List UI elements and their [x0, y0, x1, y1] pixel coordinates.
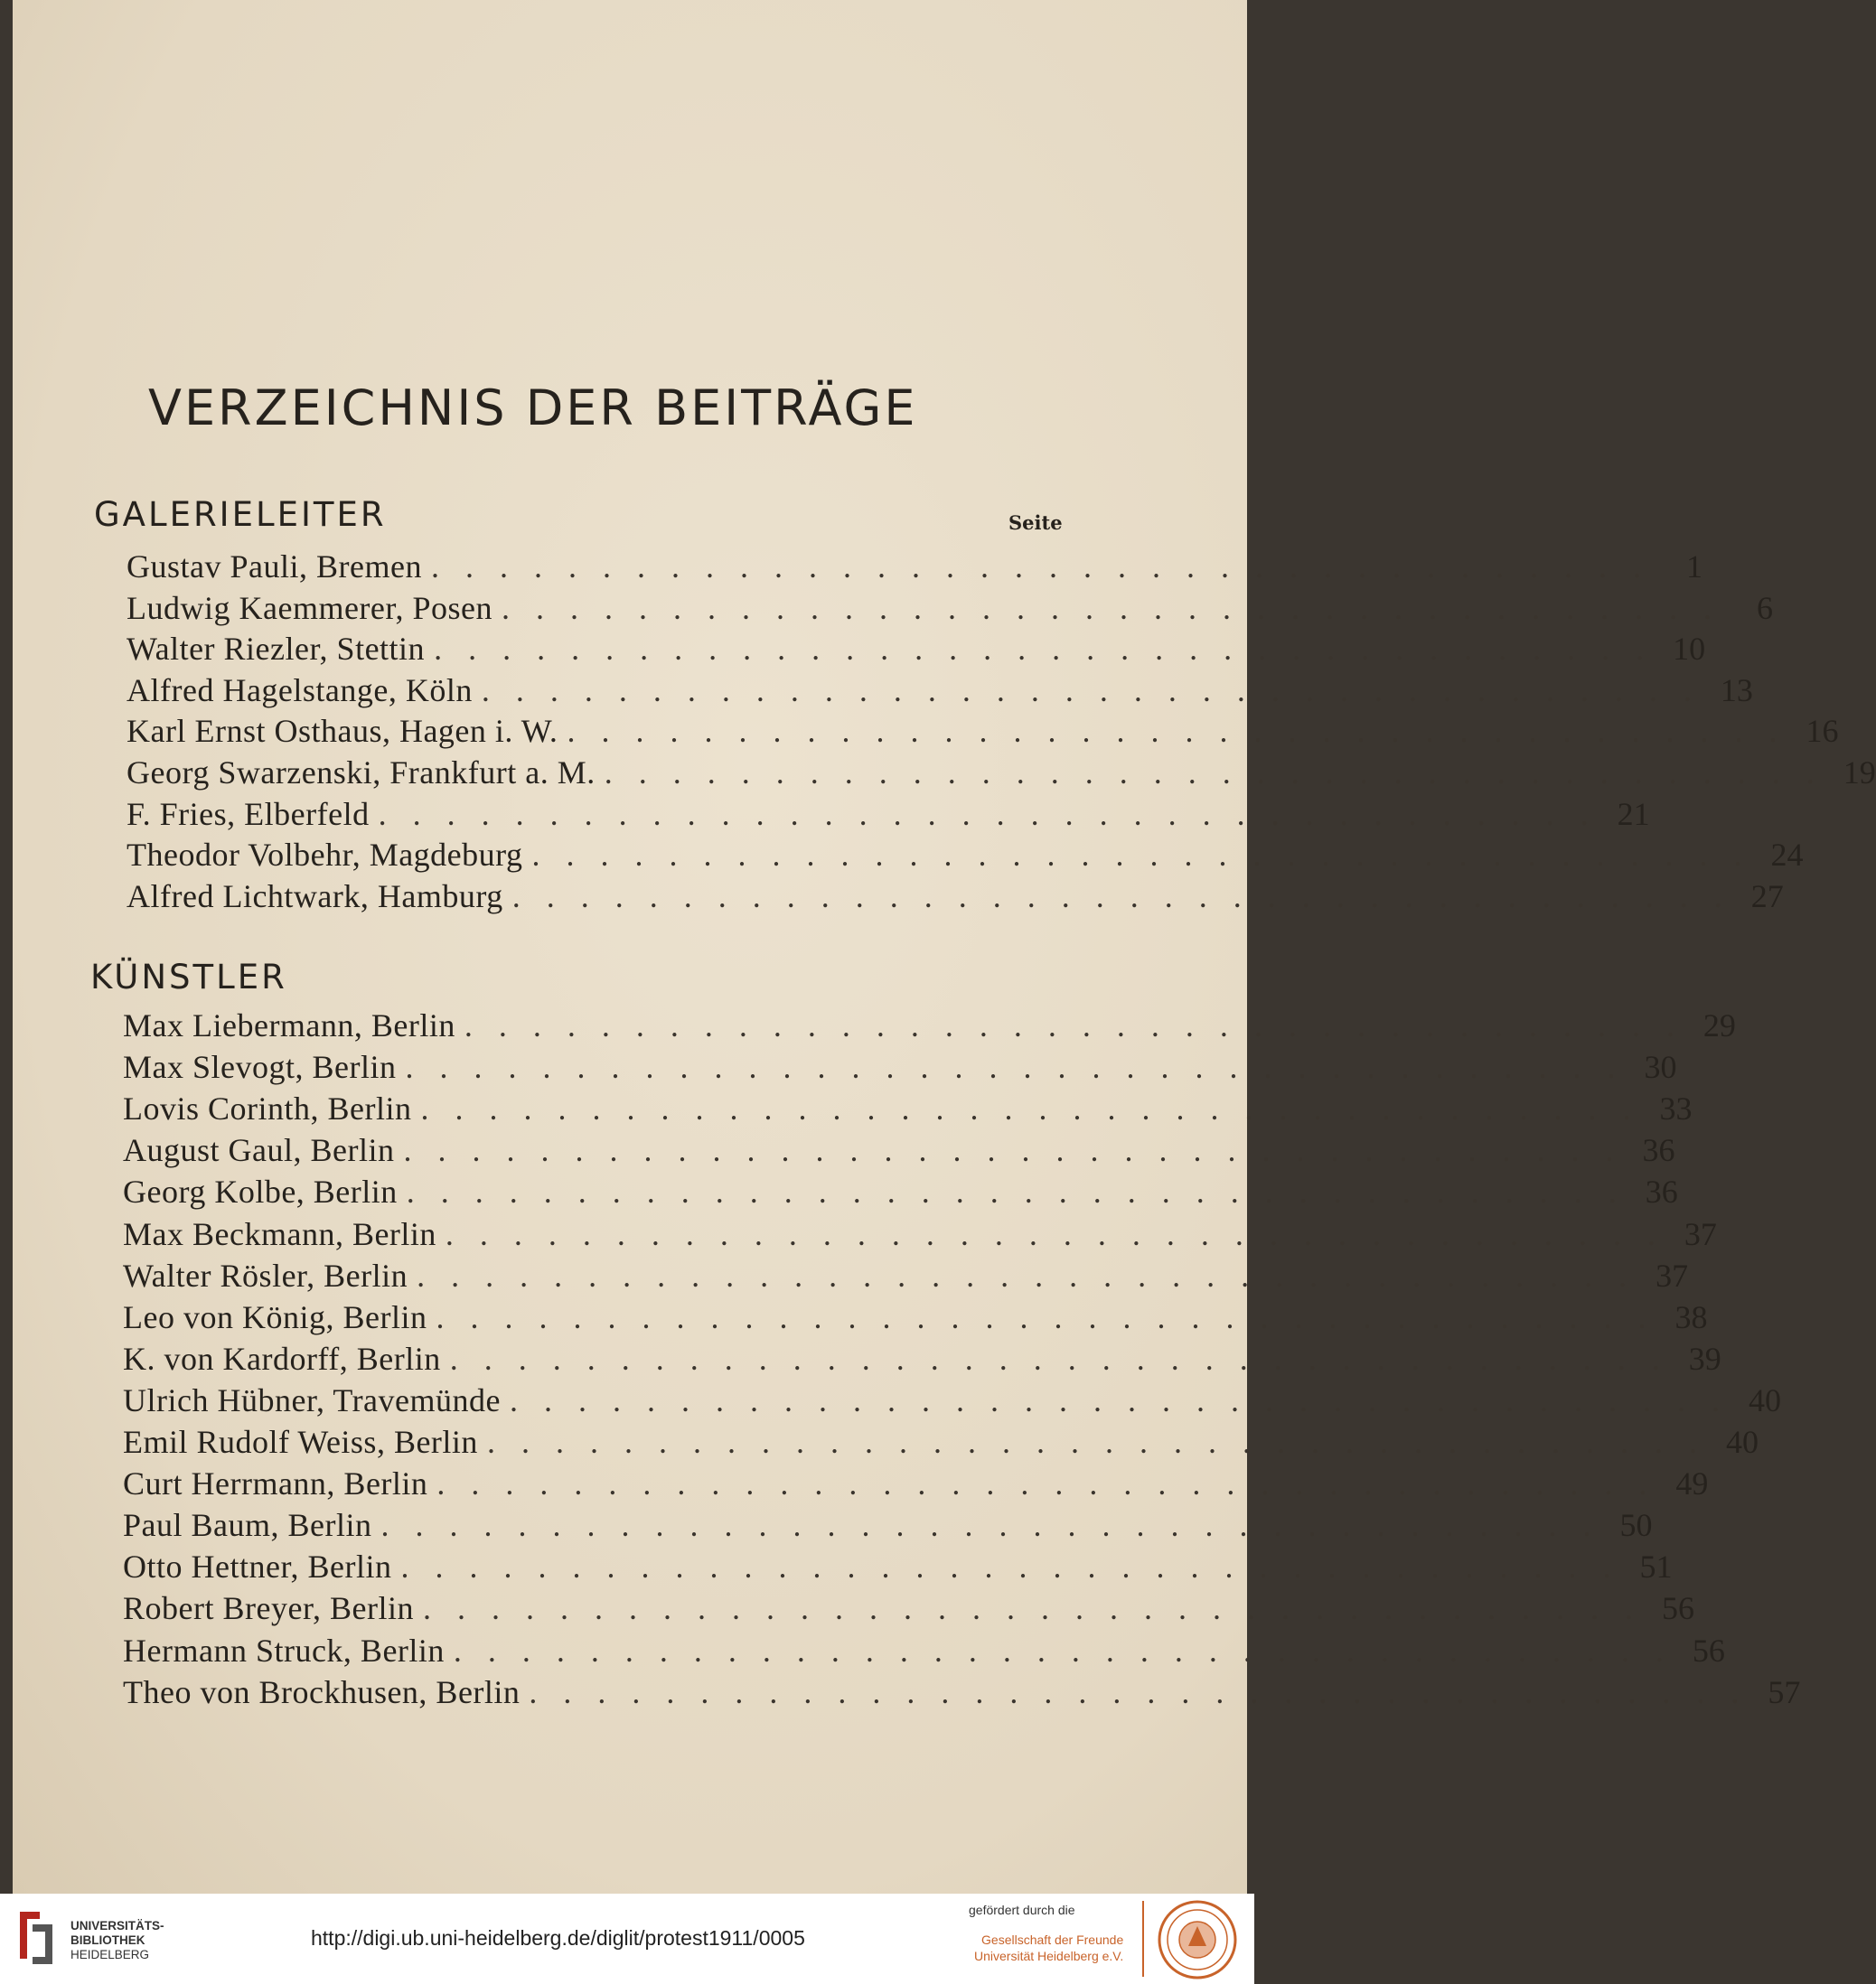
- library-name-line3: HEIDELBERG: [70, 1948, 150, 1961]
- toc-entry-name: Ulrich Hübner, Travemünde: [123, 1381, 501, 1418]
- toc-entry-page: 13: [1720, 671, 1753, 708]
- toc-entry-name: Emil Rudolf Weiss, Berlin: [123, 1424, 478, 1460]
- page-title: VERZEICHNIS DER BEITRÄGE: [148, 379, 918, 436]
- toc-entry: [123, 1423, 1759, 1465]
- toc-entry: [123, 1589, 1694, 1631]
- toc-entry: [123, 1006, 1736, 1048]
- toc-entry: [123, 1090, 1693, 1131]
- permalink-url[interactable]: http://digi.ub.uni-heidelberg.de/diglit/protest1911/0005: [311, 1926, 805, 1950]
- toc-entry-name: Max Slevogt, Berlin: [123, 1049, 397, 1086]
- toc-entry-name: Karl Ernst Osthaus, Hagen i. W.: [127, 713, 558, 750]
- toc-entry: [127, 877, 1784, 919]
- dot-leader: . . . . . . . . . . . . . . . . . . . . . . . . . . . . . . . . . . . .: [380, 1507, 1600, 1544]
- dot-leader: . . . . . . . . . . . . . . . . . . . . . . . . . . . . . . . . . . . .: [436, 1298, 1656, 1335]
- toc-entry-page: 39: [1688, 1340, 1721, 1377]
- dot-leader: . . . . . . . . . . . . . . . . . . . . . . . . . . . . . . . . . . . .: [453, 1632, 1673, 1669]
- dot-leader: . . . . . . . . . . . . . . . . . . . . . . . . . . . . . . . . . . . .: [511, 877, 1731, 914]
- toc-entry-name: F. Fries, Elberfeld: [127, 795, 370, 832]
- toc-entry: [123, 1673, 1801, 1715]
- toc-entry-name: Walter Rösler, Berlin: [123, 1257, 408, 1294]
- toc-entry-page: 1: [1685, 548, 1702, 585]
- dot-leader: . . . . . . . . . . . . . . . . . . . . . . . . . . . . . . . . . . . .: [436, 1465, 1656, 1502]
- toc-entry-name: Lovis Corinth, Berlin: [123, 1090, 412, 1128]
- dot-leader: . . . . . . . . . . . . . . . . . . . . . . . . . . . . . . . . . . . .: [422, 1590, 1642, 1627]
- dot-leader: . . . . . . . . . . . . . . . . . . . . . . . . . . . . . . . . . . . .: [531, 837, 1751, 874]
- sponsor-name-line1: Gesellschaft der Freunde: [981, 1933, 1124, 1947]
- dot-leader: . . . . . . . . . . . . . . . . . . . . . . . . . . . . . . . . . . . .: [445, 1215, 1665, 1252]
- toc-entry-name: Alfred Hagelstange, Köln: [127, 671, 473, 708]
- toc-entry: [123, 1131, 1675, 1173]
- dot-leader: . . . . . . . . . . . . . . . . . . . . . . . . . . . . . . . . . . . .: [464, 1007, 1684, 1043]
- toc-entry-page: 37: [1684, 1215, 1717, 1252]
- university-seal-icon: [1155, 1899, 1240, 1980]
- toc-entry-name: Theodor Volbehr, Magdeburg: [127, 837, 523, 874]
- toc-entry-page: 56: [1692, 1632, 1725, 1669]
- toc-entry: [127, 671, 1753, 713]
- toc-entry-name: Max Liebermann, Berlin: [123, 1007, 455, 1043]
- toc-entry-page: 29: [1702, 1007, 1736, 1043]
- toc-entry-page: 21: [1617, 795, 1650, 832]
- toc-entry: [123, 1381, 1781, 1423]
- toc-entry-name: Otto Hettner, Berlin: [123, 1549, 392, 1586]
- toc-entry: [123, 1465, 1709, 1506]
- toc-entry-page: 19: [1843, 754, 1876, 791]
- sponsor-note: gefördert durch die: [969, 1903, 1075, 1917]
- toc-entry-name: Leo von König, Berlin: [123, 1298, 427, 1335]
- page-column-label: Seite: [1008, 511, 1063, 534]
- toc-entry-name: Hermann Struck, Berlin: [123, 1632, 445, 1669]
- toc-entry: [127, 712, 1839, 753]
- toc-entry: [123, 1298, 1708, 1340]
- toc-entry: [123, 1632, 1725, 1673]
- toc-entry: [123, 1173, 1678, 1214]
- toc-entry: [123, 1257, 1689, 1298]
- section-title-galerieleiter: GALERIELEITER: [94, 495, 387, 534]
- toc-entry: [123, 1048, 1677, 1090]
- toc-entry: [123, 1340, 1721, 1381]
- toc-entry-page: 36: [1645, 1174, 1678, 1211]
- toc-entry-page: 24: [1770, 837, 1804, 874]
- toc-entry-name: Theo von Brockhusen, Berlin: [123, 1673, 521, 1710]
- toc-entry: [127, 630, 1706, 671]
- toc-entry-page: 36: [1642, 1132, 1675, 1169]
- library-name-line1: UNIVERSITÄTS-: [70, 1919, 164, 1933]
- toc-entry-name: Robert Breyer, Berlin: [123, 1590, 414, 1627]
- toc-entry-name: Gustav Pauli, Bremen: [127, 548, 422, 585]
- toc-entry-name: Georg Kolbe, Berlin: [123, 1174, 398, 1211]
- toc-entry-name: Paul Baum, Berlin: [123, 1507, 372, 1544]
- dot-leader: . . . . . . . . . . . . . . . . . . . . . . . . . . . . . . . . . . . .: [400, 1549, 1620, 1586]
- toc-entry-page: 6: [1756, 589, 1773, 626]
- toc-entry-name: Ludwig Kaemmerer, Posen: [127, 589, 492, 626]
- sponsor-name: [974, 1932, 1123, 1964]
- dot-leader: . . . . . . . . . . . . . . . . . . . . . . . . . . . . . . . . . . . .: [567, 713, 1787, 750]
- toc-entry: [127, 753, 1876, 795]
- toc-entry-page: 27: [1750, 877, 1784, 914]
- toc-entry: [127, 589, 1773, 631]
- dot-leader: . . . . . . . . . . . . . . . . . . . . . . . . . . . . . . . . . . . .: [403, 1132, 1623, 1169]
- toc-entry-name: August Gaul, Berlin: [123, 1132, 395, 1169]
- footer-bar: [0, 1894, 1254, 1984]
- toc-entry: [123, 1215, 1717, 1257]
- dot-leader: . . . . . . . . . . . . . . . . . . . . . . . . . . . . . . . . . . . .: [406, 1174, 1626, 1211]
- toc-entry: [127, 547, 1702, 589]
- toc-entry-page: 33: [1659, 1090, 1693, 1128]
- sponsor-name-line2: Universität Heidelberg e.V.: [974, 1949, 1124, 1963]
- toc-entry-page: 16: [1806, 713, 1839, 750]
- toc-entry-page: 10: [1673, 631, 1706, 668]
- dot-leader: . . . . . . . . . . . . . . . . . . . . . . . . . . . . . . . . . . . .: [449, 1340, 1669, 1377]
- toc-entry-name: Georg Swarzenski, Frankfurt a. M.: [127, 754, 596, 791]
- toc-entry-name: Max Beckmann, Berlin: [123, 1215, 436, 1252]
- toc-entry-page: 40: [1725, 1424, 1759, 1460]
- toc-entry-name: Curt Herrmann, Berlin: [123, 1465, 428, 1502]
- dot-leader: . . . . . . . . . . . . . . . . . . . . . . . . . . . . . . . . . . . .: [486, 1424, 1706, 1460]
- dot-leader: . . . . . . . . . . . . . . . . . . . . . . . . . . . . . . . . . . . .: [510, 1381, 1729, 1418]
- sponsor-divider: [1142, 1901, 1144, 1977]
- scanned-page: [13, 0, 1876, 1894]
- dot-leader: . . . . . . . . . . . . . . . . . . . . . . . . . . . . . . . . . . . .: [417, 1257, 1637, 1294]
- toc-entry-page: 56: [1661, 1590, 1694, 1627]
- library-name-line2: BIBLIOTHEK: [70, 1933, 145, 1947]
- library-logo-icon: [13, 1906, 60, 1970]
- toc-entry-name: K. von Kardorff, Berlin: [123, 1340, 441, 1377]
- toc-entry-page: 49: [1675, 1465, 1709, 1502]
- toc-entry-name: Walter Riezler, Stettin: [127, 631, 426, 668]
- dot-leader: . . . . . . . . . . . . . . . . . . . . . . . . . . . . . . . . . . . .: [378, 795, 1598, 832]
- toc-entry-page: 38: [1674, 1298, 1708, 1335]
- toc-entry-name: Alfred Lichtwark, Hamburg: [127, 877, 503, 914]
- dot-leader: . . . . . . . . . . . . . . . . . . . . . . . . . . . . . . . . . . . .: [430, 548, 1650, 585]
- library-name: [70, 1919, 164, 1962]
- dot-leader: . . . . . . . . . . . . . . . . . . . . . . . . . . . . . . . . . . . .: [529, 1673, 1749, 1710]
- dot-leader: . . . . . . . . . . . . . . . . . . . . . . . . . . . . . . . . . . . .: [604, 754, 1824, 791]
- toc-entry-page: 37: [1656, 1257, 1689, 1294]
- toc-entry: [123, 1548, 1673, 1589]
- toc-entry: [127, 836, 1804, 877]
- section-title-kuenstler: KÜNSTLER: [90, 958, 287, 997]
- toc-entry-page: 51: [1639, 1549, 1673, 1586]
- toc-entry: [123, 1506, 1653, 1548]
- dot-leader: . . . . . . . . . . . . . . . . . . . . . . . . . . . . . . . . . . . .: [481, 671, 1701, 708]
- dot-leader: . . . . . . . . . . . . . . . . . . . . . . . . . . . . . . . . . . . .: [501, 589, 1721, 626]
- toc-entry: [127, 795, 1650, 837]
- dot-leader: . . . . . . . . . . . . . . . . . . . . . . . . . . . . . . . . . . . .: [405, 1049, 1625, 1086]
- dot-leader: . . . . . . . . . . . . . . . . . . . . . . . . . . . . . . . . . . . .: [434, 631, 1654, 668]
- toc-entry-page: 57: [1768, 1673, 1801, 1710]
- dot-leader: . . . . . . . . . . . . . . . . . . . . . . . . . . . . . . . . . . . .: [420, 1090, 1640, 1128]
- toc-entry-page: 50: [1619, 1507, 1653, 1544]
- toc-entry-page: 30: [1644, 1049, 1677, 1086]
- toc-entry-page: 40: [1749, 1381, 1781, 1418]
